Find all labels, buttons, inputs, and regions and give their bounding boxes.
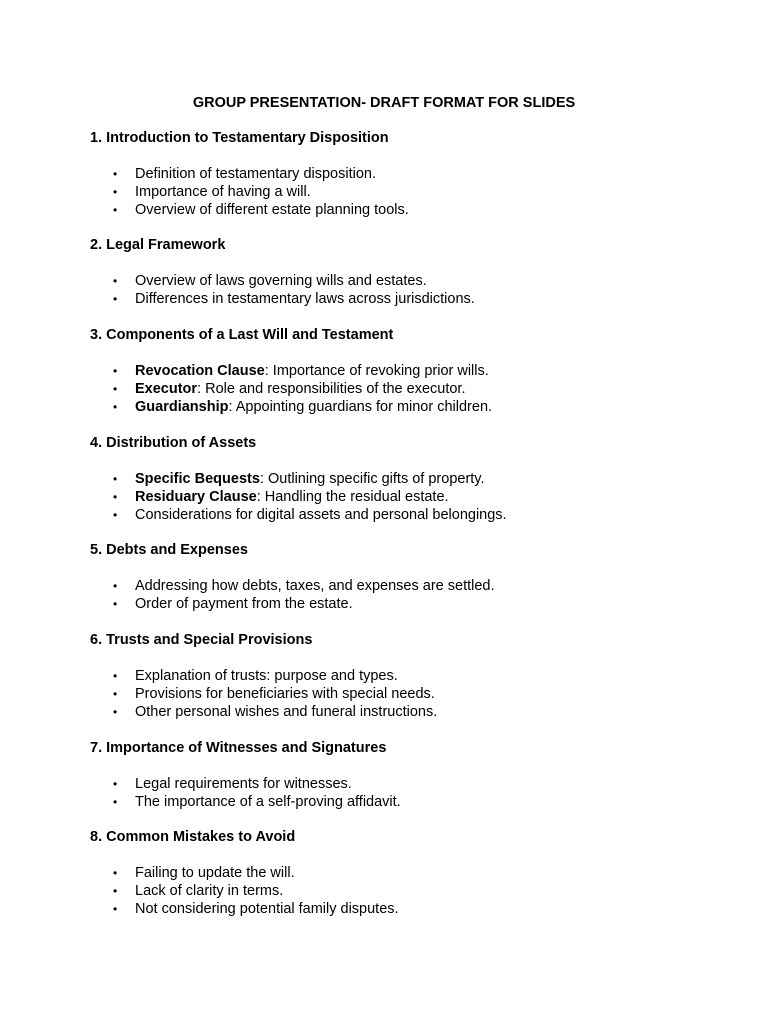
list-item: [90, 398, 730, 416]
list-item: [90, 667, 730, 685]
section-common-mistakes: [90, 828, 730, 918]
bullet-icon: •: [113, 364, 118, 378]
bullet-icon: •: [113, 597, 118, 611]
item-text: : Outlining specific gifts of property.: [259, 471, 485, 487]
bullet-icon: •: [113, 884, 118, 898]
bullet-list: [90, 864, 730, 918]
item-text: Explanation of trusts: purpose and types.: [135, 668, 398, 684]
section-heading: 5. Debts and Expenses: [90, 542, 248, 558]
list-item: [90, 703, 730, 721]
section-witnesses-and-signatures: [90, 739, 730, 811]
section-heading: 2. Legal Framework: [90, 237, 226, 253]
list-item: [90, 165, 730, 183]
list-item: [90, 864, 730, 882]
list-item: [90, 595, 730, 613]
section-heading: 1. Introduction to Testamentary Disposition: [90, 130, 389, 146]
item-term: Guardianship: [135, 399, 229, 415]
bullet-icon: •: [113, 167, 118, 181]
bullet-list: [90, 470, 730, 524]
list-item: [90, 201, 730, 219]
section-distribution-of-assets: [90, 434, 730, 524]
bullet-icon: •: [113, 866, 118, 880]
item-text: The importance of a self-proving affidavit.: [135, 794, 401, 810]
bullet-icon: •: [113, 579, 118, 593]
item-text: Overview of different estate planning tools.: [135, 202, 409, 218]
list-item: [90, 183, 730, 201]
item-text: Lack of clarity in terms.: [135, 883, 284, 899]
bullet-icon: •: [113, 777, 118, 791]
section-components-of-will: [90, 326, 730, 416]
item-text: Not considering potential family disputes.: [135, 901, 399, 917]
list-item: [90, 882, 730, 900]
bullet-icon: •: [113, 705, 118, 719]
item-text: Importance of having a will.: [135, 184, 311, 200]
bullet-icon: •: [113, 508, 118, 522]
list-item: [90, 488, 730, 506]
section-heading: 4. Distribution of Assets: [90, 435, 257, 451]
list-item: [90, 290, 730, 308]
bullet-icon: •: [113, 472, 118, 486]
bullet-icon: •: [113, 400, 118, 414]
item-text: : Importance of revoking prior wills.: [264, 363, 489, 379]
bullet-icon: •: [113, 185, 118, 199]
item-text: Overview of laws governing wills and estates.: [135, 273, 427, 289]
list-item: [90, 470, 730, 488]
bullet-icon: •: [113, 274, 118, 288]
bullet-list: [90, 362, 730, 416]
section-introduction: [90, 129, 730, 219]
item-text: Provisions for beneficiaries with special needs.: [135, 686, 435, 702]
item-text: Legal requirements for witnesses.: [135, 776, 352, 792]
list-item: [90, 380, 730, 398]
section-trusts-and-provisions: [90, 631, 730, 721]
bullet-list: [90, 577, 730, 613]
section-heading: 7. Importance of Witnesses and Signatures: [90, 740, 387, 756]
page-title: GROUP PRESENTATION- DRAFT FORMAT FOR SLIDES: [192, 95, 576, 111]
item-text: Failing to update the will.: [135, 865, 295, 881]
list-item: [90, 362, 730, 380]
section-heading: 8. Common Mistakes to Avoid: [90, 829, 296, 845]
list-item: [90, 793, 730, 811]
section-heading: 3. Components of a Last Will and Testament: [90, 327, 394, 343]
section-heading: 6. Trusts and Special Provisions: [90, 632, 313, 648]
item-text: : Role and responsibilities of the executor.: [197, 381, 466, 397]
item-text: Considerations for digital assets and personal belongings.: [135, 507, 507, 523]
list-item: [90, 900, 730, 918]
bullet-icon: •: [113, 490, 118, 504]
bullet-icon: •: [113, 382, 118, 396]
item-text: Other personal wishes and funeral instructions.: [135, 704, 438, 720]
bullet-list: [90, 272, 730, 308]
item-text: Addressing how debts, taxes, and expenses are settled.: [135, 578, 495, 594]
list-item: [90, 506, 730, 524]
item-term: Specific Bequests: [135, 471, 260, 487]
bullet-icon: •: [113, 292, 118, 306]
bullet-icon: •: [113, 669, 118, 683]
item-text: Differences in testamentary laws across jurisdictions.: [135, 291, 475, 307]
bullet-icon: •: [113, 902, 118, 916]
item-text: : Handling the residual estate.: [256, 489, 449, 505]
item-term: Residuary Clause: [135, 489, 257, 505]
item-text: Definition of testamentary disposition.: [135, 166, 376, 182]
bullet-icon: •: [113, 795, 118, 809]
item-text: Order of payment from the estate.: [135, 596, 353, 612]
bullet-list: [90, 165, 730, 219]
section-debts-and-expenses: [90, 541, 730, 613]
item-text: : Appointing guardians for minor children.: [228, 399, 493, 415]
item-term: Executor: [135, 381, 198, 397]
bullet-list: [90, 667, 730, 721]
bullet-icon: •: [113, 203, 118, 217]
list-item: [90, 577, 730, 595]
bullet-icon: •: [113, 687, 118, 701]
bullet-list: [90, 775, 730, 811]
list-item: [90, 272, 730, 290]
list-item: [90, 685, 730, 703]
list-item: [90, 775, 730, 793]
item-term: Revocation Clause: [135, 363, 265, 379]
section-legal-framework: [90, 236, 730, 308]
